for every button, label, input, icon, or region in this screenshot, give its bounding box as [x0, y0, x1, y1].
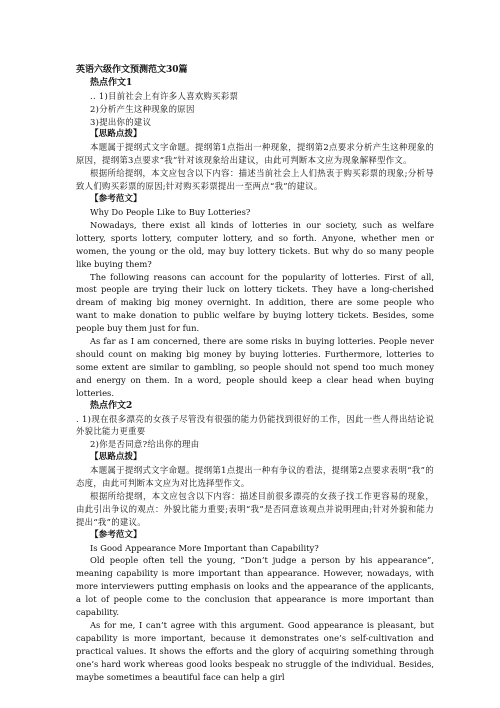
topic1-essay-paragraph: Nowadays, there exist all kinds of lotteries in our society, such as welfare lottery, sports lottery, computer lottery, and so forth. Anyone, whether men or women, the young or the old, may buy lottery tickets. But why do so many people like buying them? [76, 219, 434, 269]
topic1-analysis-paragraph: 本题属于提纲式文字命题。提纲第1点指出一种现象，提纲第2点要求分析产生这种现象的原因，提纲第3点要求“我”针对该现象给出建议，由此可判断本文应为现象解释型作文。 [76, 142, 434, 166]
topic2-outline-item: . 1)现在很多漂亮的女孩子尽管没有很强的能力仍能找到很好的工作，因此一些人得出结论说外貌比能力更重要 [76, 413, 434, 437]
topic1-outline-item: .. 1)目前社会上有许多人喜欢购买彩票 [90, 91, 239, 101]
topic1-outline-item: 2)分析产生这种现象的原因 [90, 103, 195, 114]
topic2-analysis-label: 【思路点拨】 [90, 452, 142, 462]
topic2-outline-item: 2)你是否同意?给出你的理由 [90, 439, 200, 450]
topic1-essay-paragraph: The following reasons can account for the popularity of lotteries. First of all, most people are trying their luck on lottery tickets. They have a long-cherished dream of making big money overnight. In addition, there are some people who want to make donation to public welfare by buying lottery tickets. Besides, some people buy them just for fun. [76, 271, 434, 334]
topic2-analysis-paragraph: 本题属于提纲式文字命题。提纲第1点提出一种有争议的看法，提纲第2点要求表明“我”的态度，由此可判断本文应为对比选择型作文。 [76, 465, 434, 488]
topic1-heading: 热点作文1 [90, 78, 133, 88]
topic1-outline-item: 3)提出你的建议 [90, 116, 152, 127]
topic2-analysis-paragraph: 根据所给提纲，本文应包含以下内容：描述目前很多漂亮的女孩子找工作更容易的现象，由此引出争议的观点：外貌比能力重要;表明“我”是否同意该观点并说明理由;针对外貌和能力提出“我”的建议。 [76, 490, 434, 527]
topic1-analysis-label: 【思路点拨】 [90, 129, 142, 140]
topic1-essay-paragraph: As far as I am concerned, there are some risks in buying lotteries. People never should count on making big money by buying lotteries. Furthermore, lotteries to some extent are similar to gambling, so people should not spend too much money and energy on them. In a word, people should keep a clear head when buying lotteries. [76, 336, 434, 398]
topic2-essay-paragraph: Old people often tell the young, “Don’t judge a person by his appearance”, meaning capability is more important than appearance. However, nowadays, with more interviewers putting emphasis on looks and the appearance of the applicants, a lot of people come to the conclusion that appearance is more important than capability. [76, 555, 434, 618]
topic1-essay-title: Why Do People Like to Buy Lotteries? [90, 207, 251, 218]
topic2-essay-paragraph: As for me, I can’t agree with this argument. Good appearance is pleasant, but capability is more important, because it demonstrates one’s self-cultivation and practical values. It shows the efforts and the glory of acquiring something through one’s hard work whereas good looks bespeak no struggle of the individual. Besides, maybe sometimes a beautiful face can help a girl [76, 619, 434, 682]
topic2-heading: 热点作文2 [90, 400, 133, 411]
topic2-essay-title: Is Good Appearance More Important than Capability? [90, 542, 319, 553]
document-title: 英语六级作文预测范文30篇 [76, 65, 188, 75]
topic2-sample-label: 【参考范文】 [90, 529, 142, 540]
topic1-analysis-paragraph: 根据所给提纲，本文应包含以下内容：描述当前社会上人们热衷于购买彩票的现象;分析导致人们购买彩票的原因;针对购买彩票提出一至两点“我”的建议。 [76, 168, 434, 192]
topic1-sample-label: 【参考范文】 [90, 194, 142, 205]
